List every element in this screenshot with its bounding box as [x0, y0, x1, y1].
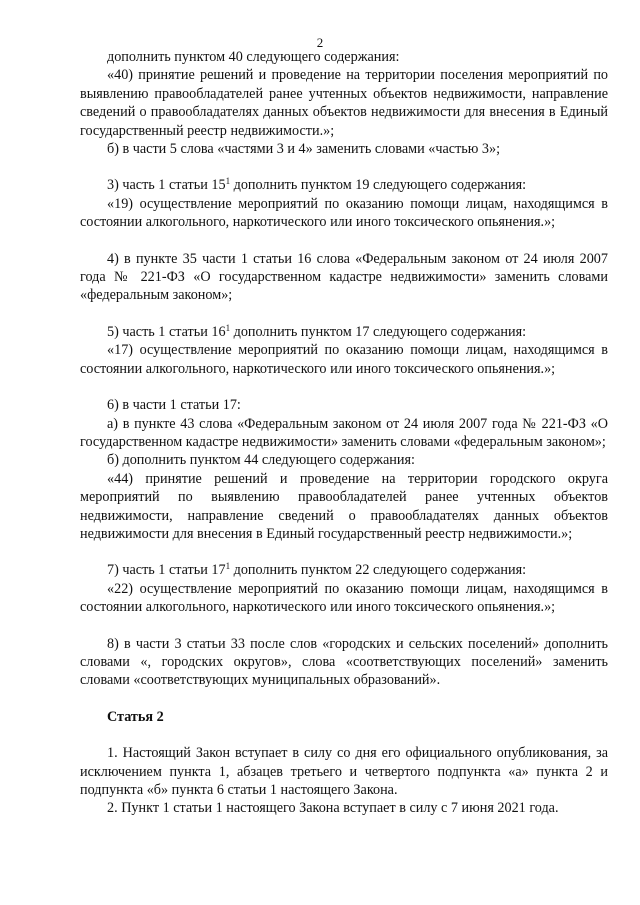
- paragraph: 8) в части 3 статьи 33 после слов «городских и сельских поселений» дополнить словами «, городских округов», слова «соответствующих поселений» заменить словами «соответствующих муниципальных образований».: [80, 635, 608, 689]
- spacer: [80, 305, 608, 323]
- superscript: 1: [225, 322, 231, 333]
- paragraph: 6) в части 1 статьи 17:: [107, 397, 241, 414]
- paragraph: [80, 561, 608, 579]
- spacer: [80, 543, 608, 561]
- superscript: 1: [225, 176, 231, 187]
- paragraph: «19) осуществление мероприятий по оказанию помощи лицам, находящимся в состоянии алкогольного, наркотического или иного токсического опьянения.»;: [80, 195, 608, 231]
- paragraph: 4) в пункте 35 части 1 статьи 16 слова «Федеральным законом от 24 июля 2007 года № 221-ФЗ «О государственном кадастре недвижимости» заменить словами «федеральным законом»;: [80, 250, 608, 304]
- paragraph: «40) принятие решений и проведение на территории поселения мероприятий по выявлению правообладателей ранее учтенных объектов недвижимости, направление сведений о правообладателях данных объектов недвижимости для внесения в Единый государственный реестр недвижимости.»;: [80, 67, 608, 139]
- paragraph: «17) осуществление мероприятий по оказанию помощи лицам, находящимся в состоянии алкогольного, наркотического или иного токсического опьянения.»;: [80, 342, 608, 377]
- paragraph: [80, 323, 608, 341]
- paragraph: дополнить пунктом 40 следующего содержания:: [107, 49, 400, 65]
- spacer: [80, 158, 608, 176]
- text-run: дополнить пунктом 17 следующего содержания:: [230, 323, 527, 340]
- paragraph: б) в части 5 слова «частями 3 и 4» заменить словами «частью 3»;: [107, 141, 501, 158]
- page-number: 2: [316, 35, 324, 50]
- spacer: [80, 232, 608, 250]
- paragraph: 1. Настоящий Закон вступает в силу со дня его официального опубликования, за исключением пункта 1, абзацев третьего и четвертого подпункта «а» пункта 2 и подпункта «б» пункта 6 статьи 1 настоящего Закона.: [80, 745, 608, 798]
- article-heading: Статья 2: [107, 708, 164, 725]
- text-run: дополнить пунктом 22 следующего содержания:: [230, 562, 527, 579]
- text-run: 5) часть 1 статьи 16: [107, 323, 226, 340]
- spacer: [80, 378, 608, 396]
- document-body: [80, 48, 608, 818]
- paragraph: 2. Пункт 1 статьи 1 настоящего Закона вступает в силу с 7 июня 2021 года.: [107, 800, 559, 817]
- paragraph: «44) принятие решений и проведение на территории городского округа мероприятий по выявлению правообладателей ранее учтенных объектов недвижимости, направление сведений о правообладателях данных объектов недвижимости для внесения в Единый государственный реестр недвижимости.»;: [80, 470, 608, 542]
- paragraph: [80, 176, 608, 194]
- paragraph: «22) осуществление мероприятий по оказанию помощи лицам, находящимся в состоянии алкогольного, наркотического или иного токсического опьянения.»;: [80, 580, 608, 616]
- paragraph: а) в пункте 43 слова «Федеральным законом от 24 июля 2007 года № 221-ФЗ «О государственном кадастре недвижимости» заменить словами «федеральным законом»;: [80, 415, 608, 450]
- text-run: 3) часть 1 статьи 15: [107, 177, 226, 194]
- paragraph: б) дополнить пунктом 44 следующего содержания:: [107, 452, 415, 469]
- spacer: [80, 617, 608, 635]
- spacer: [80, 690, 608, 708]
- text-run: дополнить пунктом 19 следующего содержания:: [230, 177, 527, 194]
- text-run: 7) часть 1 статьи 17: [107, 562, 226, 579]
- spacer: [80, 726, 608, 744]
- superscript: 1: [225, 561, 231, 572]
